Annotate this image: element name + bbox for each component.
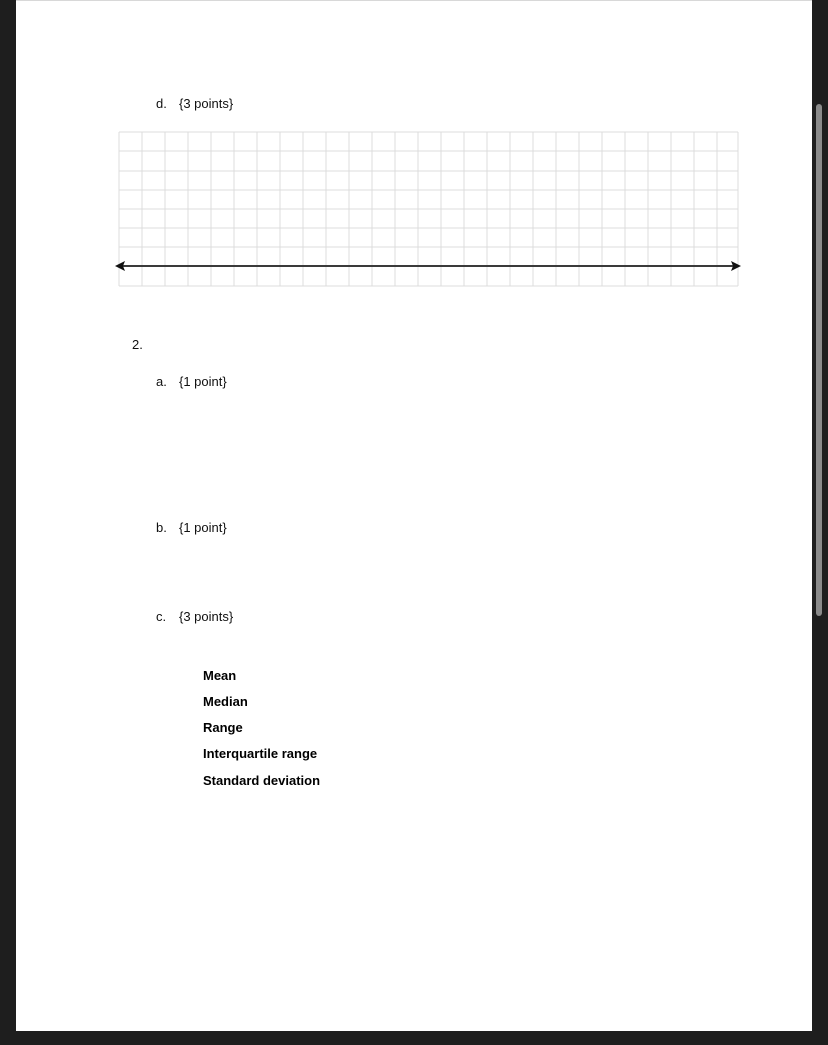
part-a-label	[156, 374, 227, 389]
grid-lines	[119, 132, 738, 286]
part-b-points: {1 point}	[179, 520, 227, 535]
stat-standard-deviation: Standard deviation	[203, 773, 321, 788]
part-a-points: {1 point}	[179, 374, 227, 389]
part-d-letter: d.	[156, 96, 167, 111]
stat-mean: Mean	[203, 668, 237, 683]
part-c-label	[156, 609, 233, 624]
part-d-points: {3 points}	[179, 96, 234, 111]
part-c-letter: c.	[156, 609, 167, 624]
stat-range: Range	[203, 720, 243, 735]
part-b-label	[156, 520, 227, 535]
number-line-grid	[113, 125, 747, 293]
stat-median: Median	[203, 694, 248, 709]
document-page	[16, 0, 812, 1031]
part-b-letter: b.	[156, 520, 167, 535]
part-d-label	[156, 96, 233, 111]
number-line-grid-svg	[113, 125, 747, 293]
scrollbar-thumb[interactable]	[816, 104, 822, 616]
part-c-points: {3 points}	[179, 609, 234, 624]
question-2-number: 2.	[132, 337, 143, 352]
stat-interquartile-range: Interquartile range	[203, 746, 318, 761]
part-a-letter: a.	[156, 374, 167, 389]
